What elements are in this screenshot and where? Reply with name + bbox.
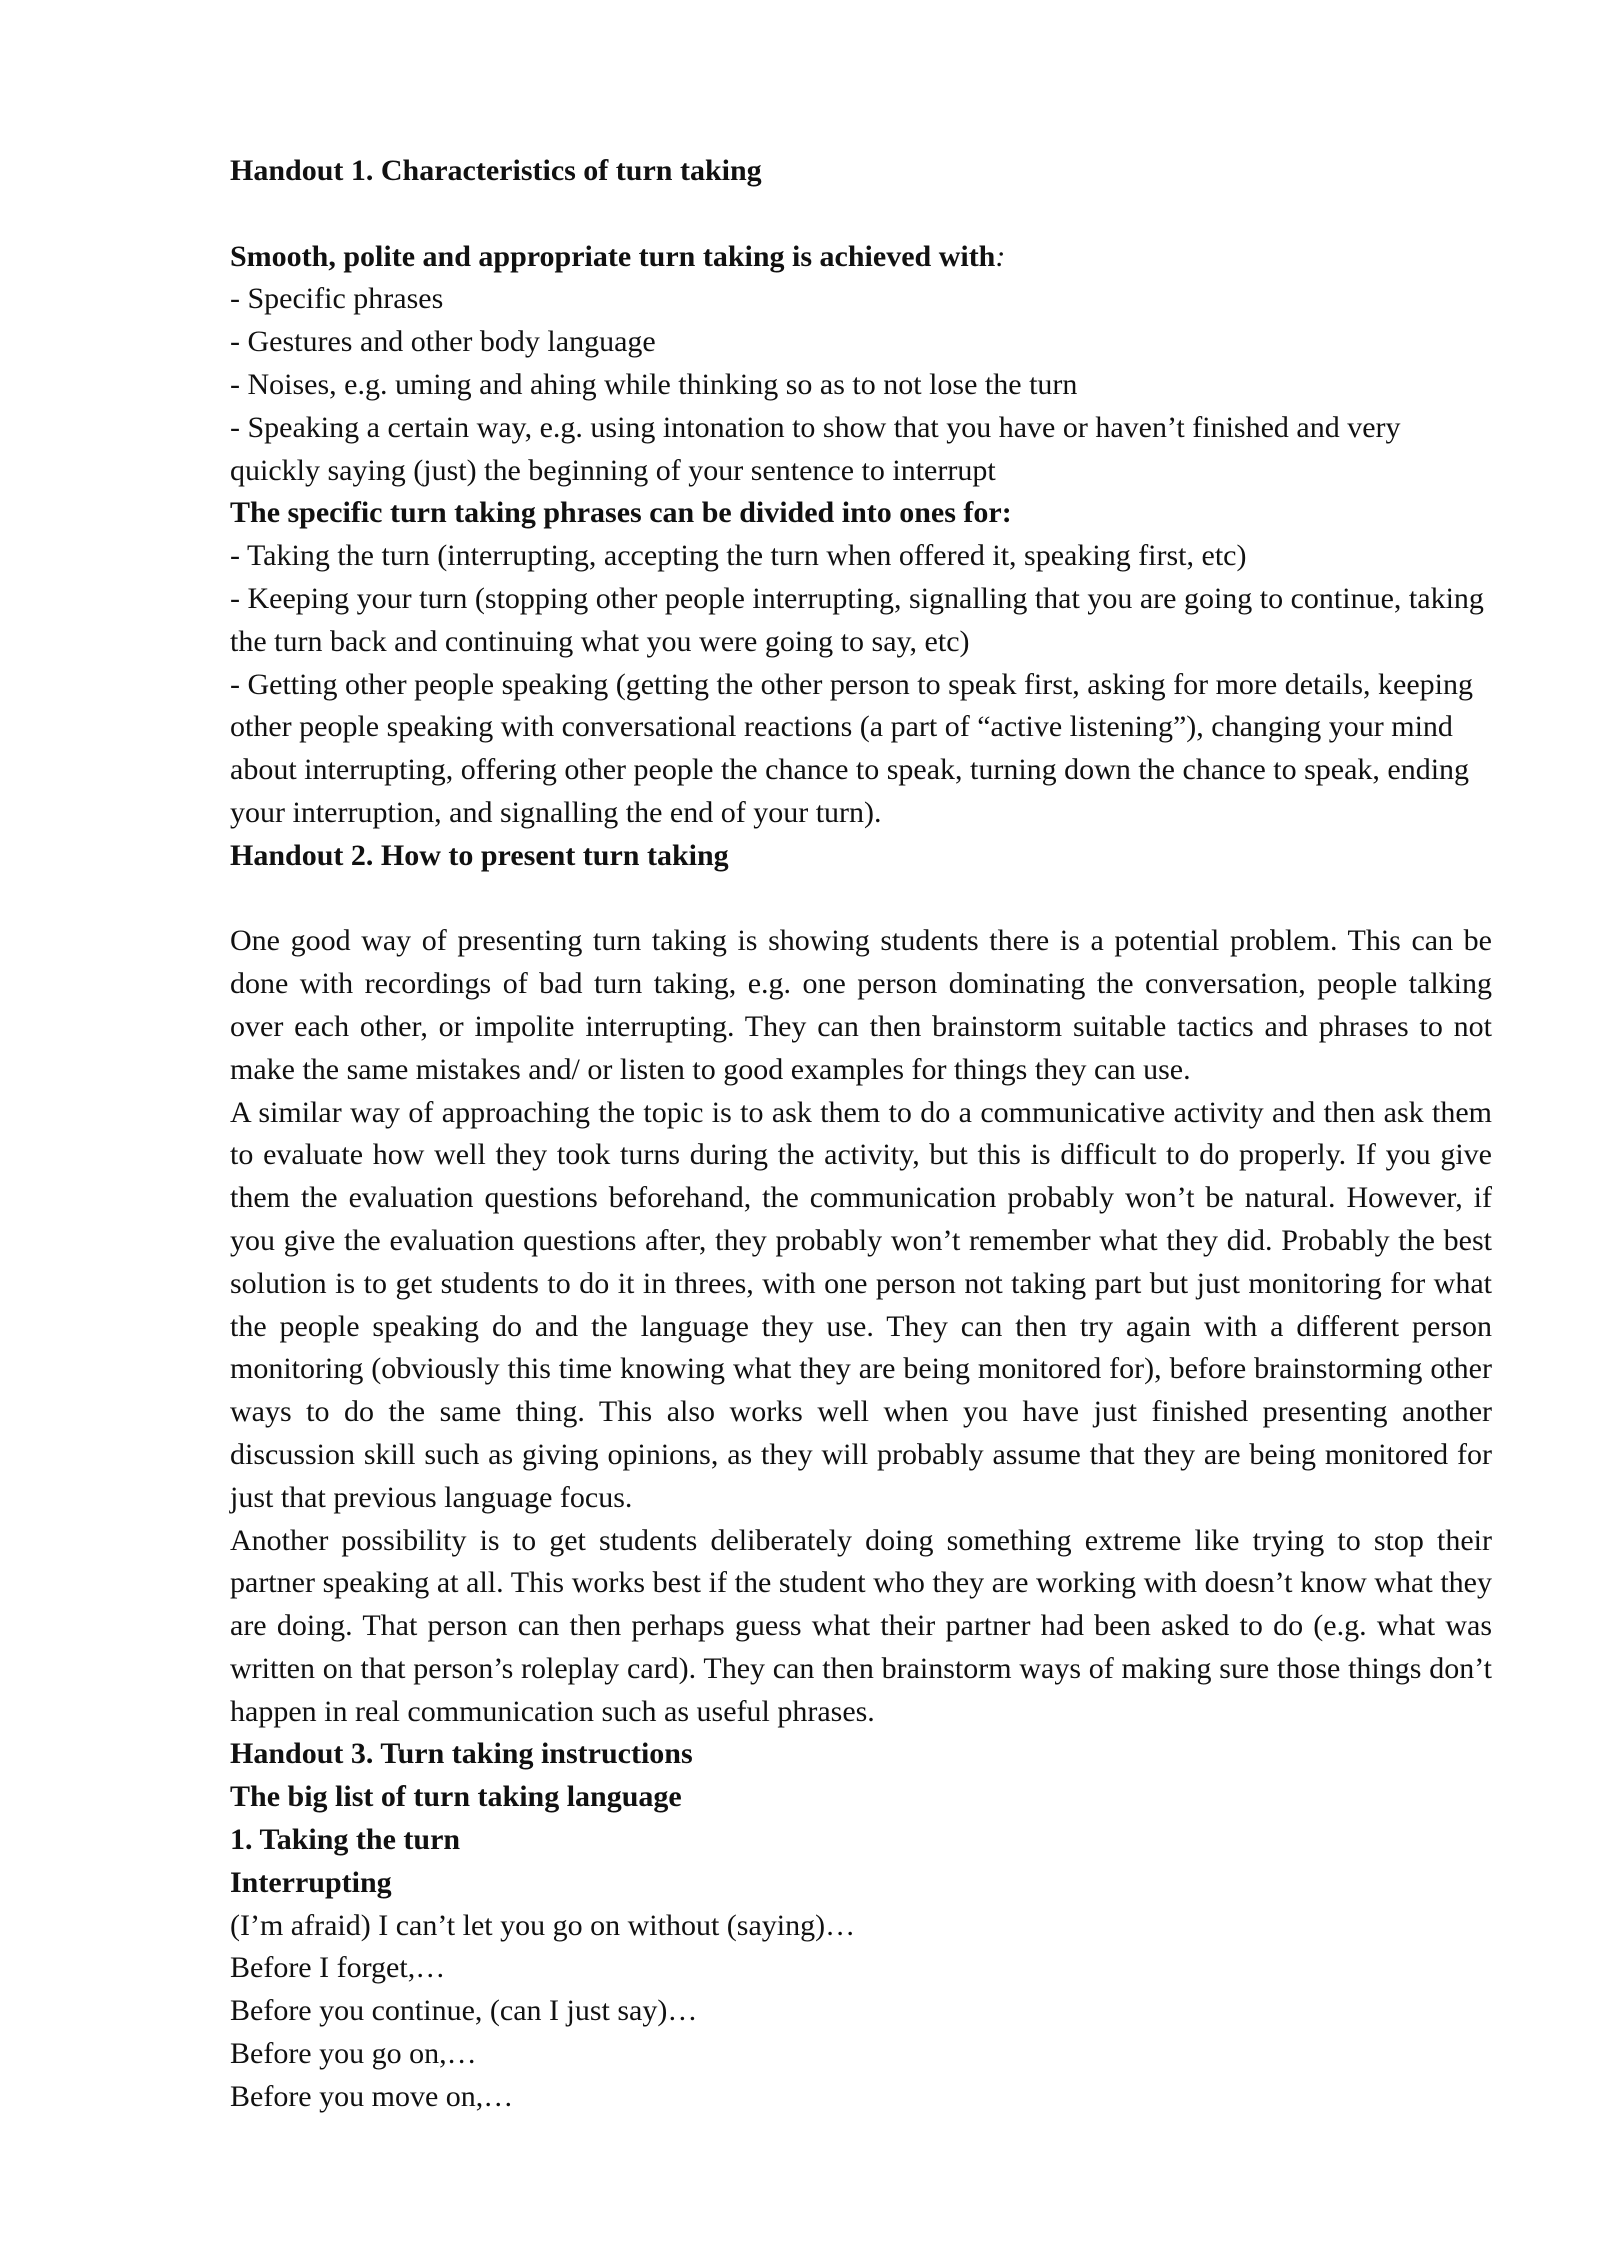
handout1-item: - Speaking a certain way, e.g. using intonation to show that you have or haven’t finished and very quickly saying (just) the beginning of your sentence to interrupt — [230, 410, 1401, 487]
handout2-paragraph: Another possibility is to get students deliberately doing something extreme like trying to stop their partner speaking at all. This works best if the student who they are working with doesn’t know what they are doing. That person can then perhaps guess what their partner had been asked to do (e.g. what was written on that person’s roleplay card). They can then brainstorm ways of making sure those things don’t happen in real communication such as useful phrases. — [230, 1523, 1492, 1728]
handout2-paragraph: A similar way of approaching the topic is to ask them to do a communicative activity and then ask them to evaluate how well they took turns during the activity, but this is difficult to do properly. If you give them the evaluation questions beforehand, the communication probably won’t be natural. However, if you give the evaluation questions after, they probably won’t remember what they did. Probably the best solution is to get students to do it in threes, with one person not taking part but just monitoring for what the people speaking do and the language they use. They can then try again with a different person monitoring (obviously this time knowing what they are being monitored for), before brainstorming other ways to do the same thing. This also works well when you have just finished presenting another discussion skill such as giving opinions, as they will probably assume that they are being monitored for just that previous language focus. — [230, 1095, 1492, 1514]
handout1-intro-heading: Smooth, polite and appropriate turn taking is achieved with — [230, 239, 996, 273]
handout1-phrase-item: - Keeping your turn (stopping other people interrupting, signalling that you are going to continue, taking the turn back and continuing what you were going to say, etc) — [230, 581, 1484, 658]
handout3-phrase: Before you move on,… — [230, 2079, 514, 2113]
document-content — [230, 150, 1492, 2119]
handout3-subtitle: The big list of turn taking language — [230, 1780, 682, 1814]
blank-line — [230, 878, 1492, 921]
handout3-phrase: (I’m afraid) I can’t let you go on without (saying)… — [230, 1908, 856, 1942]
handout1-intro-line — [230, 236, 1492, 279]
handout1-intro-colon: : — [995, 239, 1006, 273]
handout3-phrase: Before I forget,… — [230, 1951, 446, 1985]
handout1-phrase-item: - Taking the turn (interrupting, accepting the turn when offered it, speaking first, etc) — [230, 539, 1247, 573]
handout3-phrase: Before you continue, (can I just say)… — [230, 1994, 698, 2028]
handout3-subsection-title: Interrupting — [230, 1865, 392, 1899]
handout1-phrase-item: - Getting other people speaking (getting the other person to speak first, asking for more details, keeping other people speaking with conversational reactions (a part of “active listening”), changing your mind about interrupting, offering other people the chance to speak, turning down the chance to speak, ending your interruption, and signalling the end of your turn). — [230, 667, 1473, 829]
handout1-item: - Specific phrases — [230, 282, 444, 316]
handout1-title: Handout 1. Characteristics of turn taking — [230, 154, 762, 187]
blank-line — [230, 193, 1492, 236]
handout2-title: Handout 2. How to present turn taking — [230, 838, 729, 872]
handout3-section-title: 1. Taking the turn — [230, 1823, 461, 1857]
handout3-phrase: Before you go on,… — [230, 2037, 477, 2071]
handout3-title: Handout 3. Turn taking instructions — [230, 1737, 693, 1771]
handout1-item: - Noises, e.g. uming and ahing while thinking so as to not lose the turn — [230, 367, 1078, 401]
handout2-paragraph: One good way of presenting turn taking is showing students there is a potential problem. This can be done with recordings of bad turn taking, e.g. one person dominating the conversation, people talking over each other, or impolite interrupting. They can then brainstorm suitable tactics and phrases to not make the same mistakes and/ or listen to good examples for things they can use. — [230, 924, 1492, 1086]
handout1-phrases-heading: The specific turn taking phrases can be divided into ones for: — [230, 496, 1012, 530]
handout1-item: - Gestures and other body language — [230, 325, 656, 359]
